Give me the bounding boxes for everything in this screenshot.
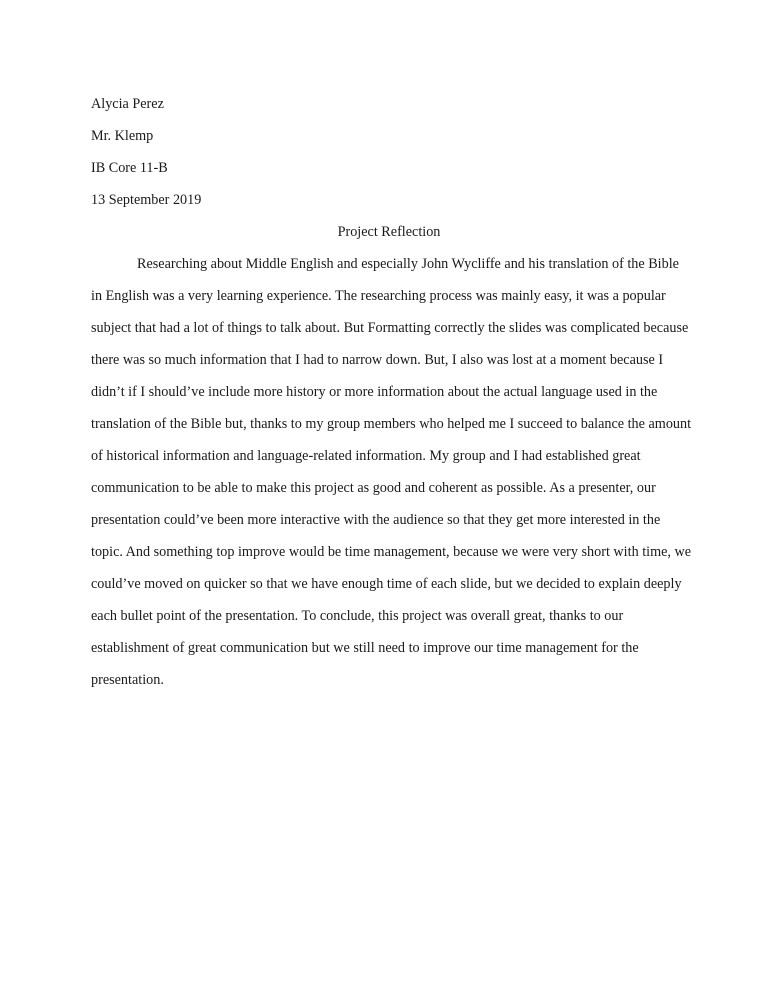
body-line: establishment of great communication but we still need to improve our time management for the [91, 640, 639, 656]
body-line: presentation could’ve been more interactive with the audience so that they get more interested in the [91, 512, 661, 528]
teacher-name: Mr. Klemp [91, 128, 154, 144]
body-line: Researching about Middle English and especially John Wycliffe and his translation of the Bible [137, 256, 679, 272]
body-line: translation of the Bible but, thanks to my group members who helped me I succeed to balance the amount [91, 416, 692, 432]
body-paragraph [91, 248, 692, 696]
document-title: Project Reflection [337, 224, 441, 240]
student-name: Alycia Perez [91, 96, 164, 112]
body-line: could’ve moved on quicker so that we have enough time of each slide, but we decided to explain deeply [91, 576, 682, 592]
course-name: IB Core 11-B [91, 160, 168, 176]
body-line: topic. And something top improve would be time management, because we were very short with time, we [91, 544, 692, 560]
document-date: 13 September 2019 [91, 192, 202, 208]
body-line: didn’t if I should’ve include more history or more information about the actual language used in the [91, 384, 658, 400]
body-line: of historical information and language-related information. My group and I had established great [91, 448, 641, 464]
body-line: presentation. [91, 672, 164, 688]
body-line: communication to be able to make this project as good and coherent as possible. As a presenter, our [91, 480, 656, 496]
document-content [91, 88, 692, 696]
body-line: in English was a very learning experience. The researching process was mainly easy, it was a popular [91, 288, 666, 304]
body-line: each bullet point of the presentation. To conclude, this project was overall great, thanks to our [91, 608, 624, 624]
body-line: there was so much information that I had to narrow down. But, I also was lost at a moment because I [91, 352, 664, 368]
body-line: subject that had a lot of things to talk about. But Formatting correctly the slides was complicated because [91, 320, 689, 336]
